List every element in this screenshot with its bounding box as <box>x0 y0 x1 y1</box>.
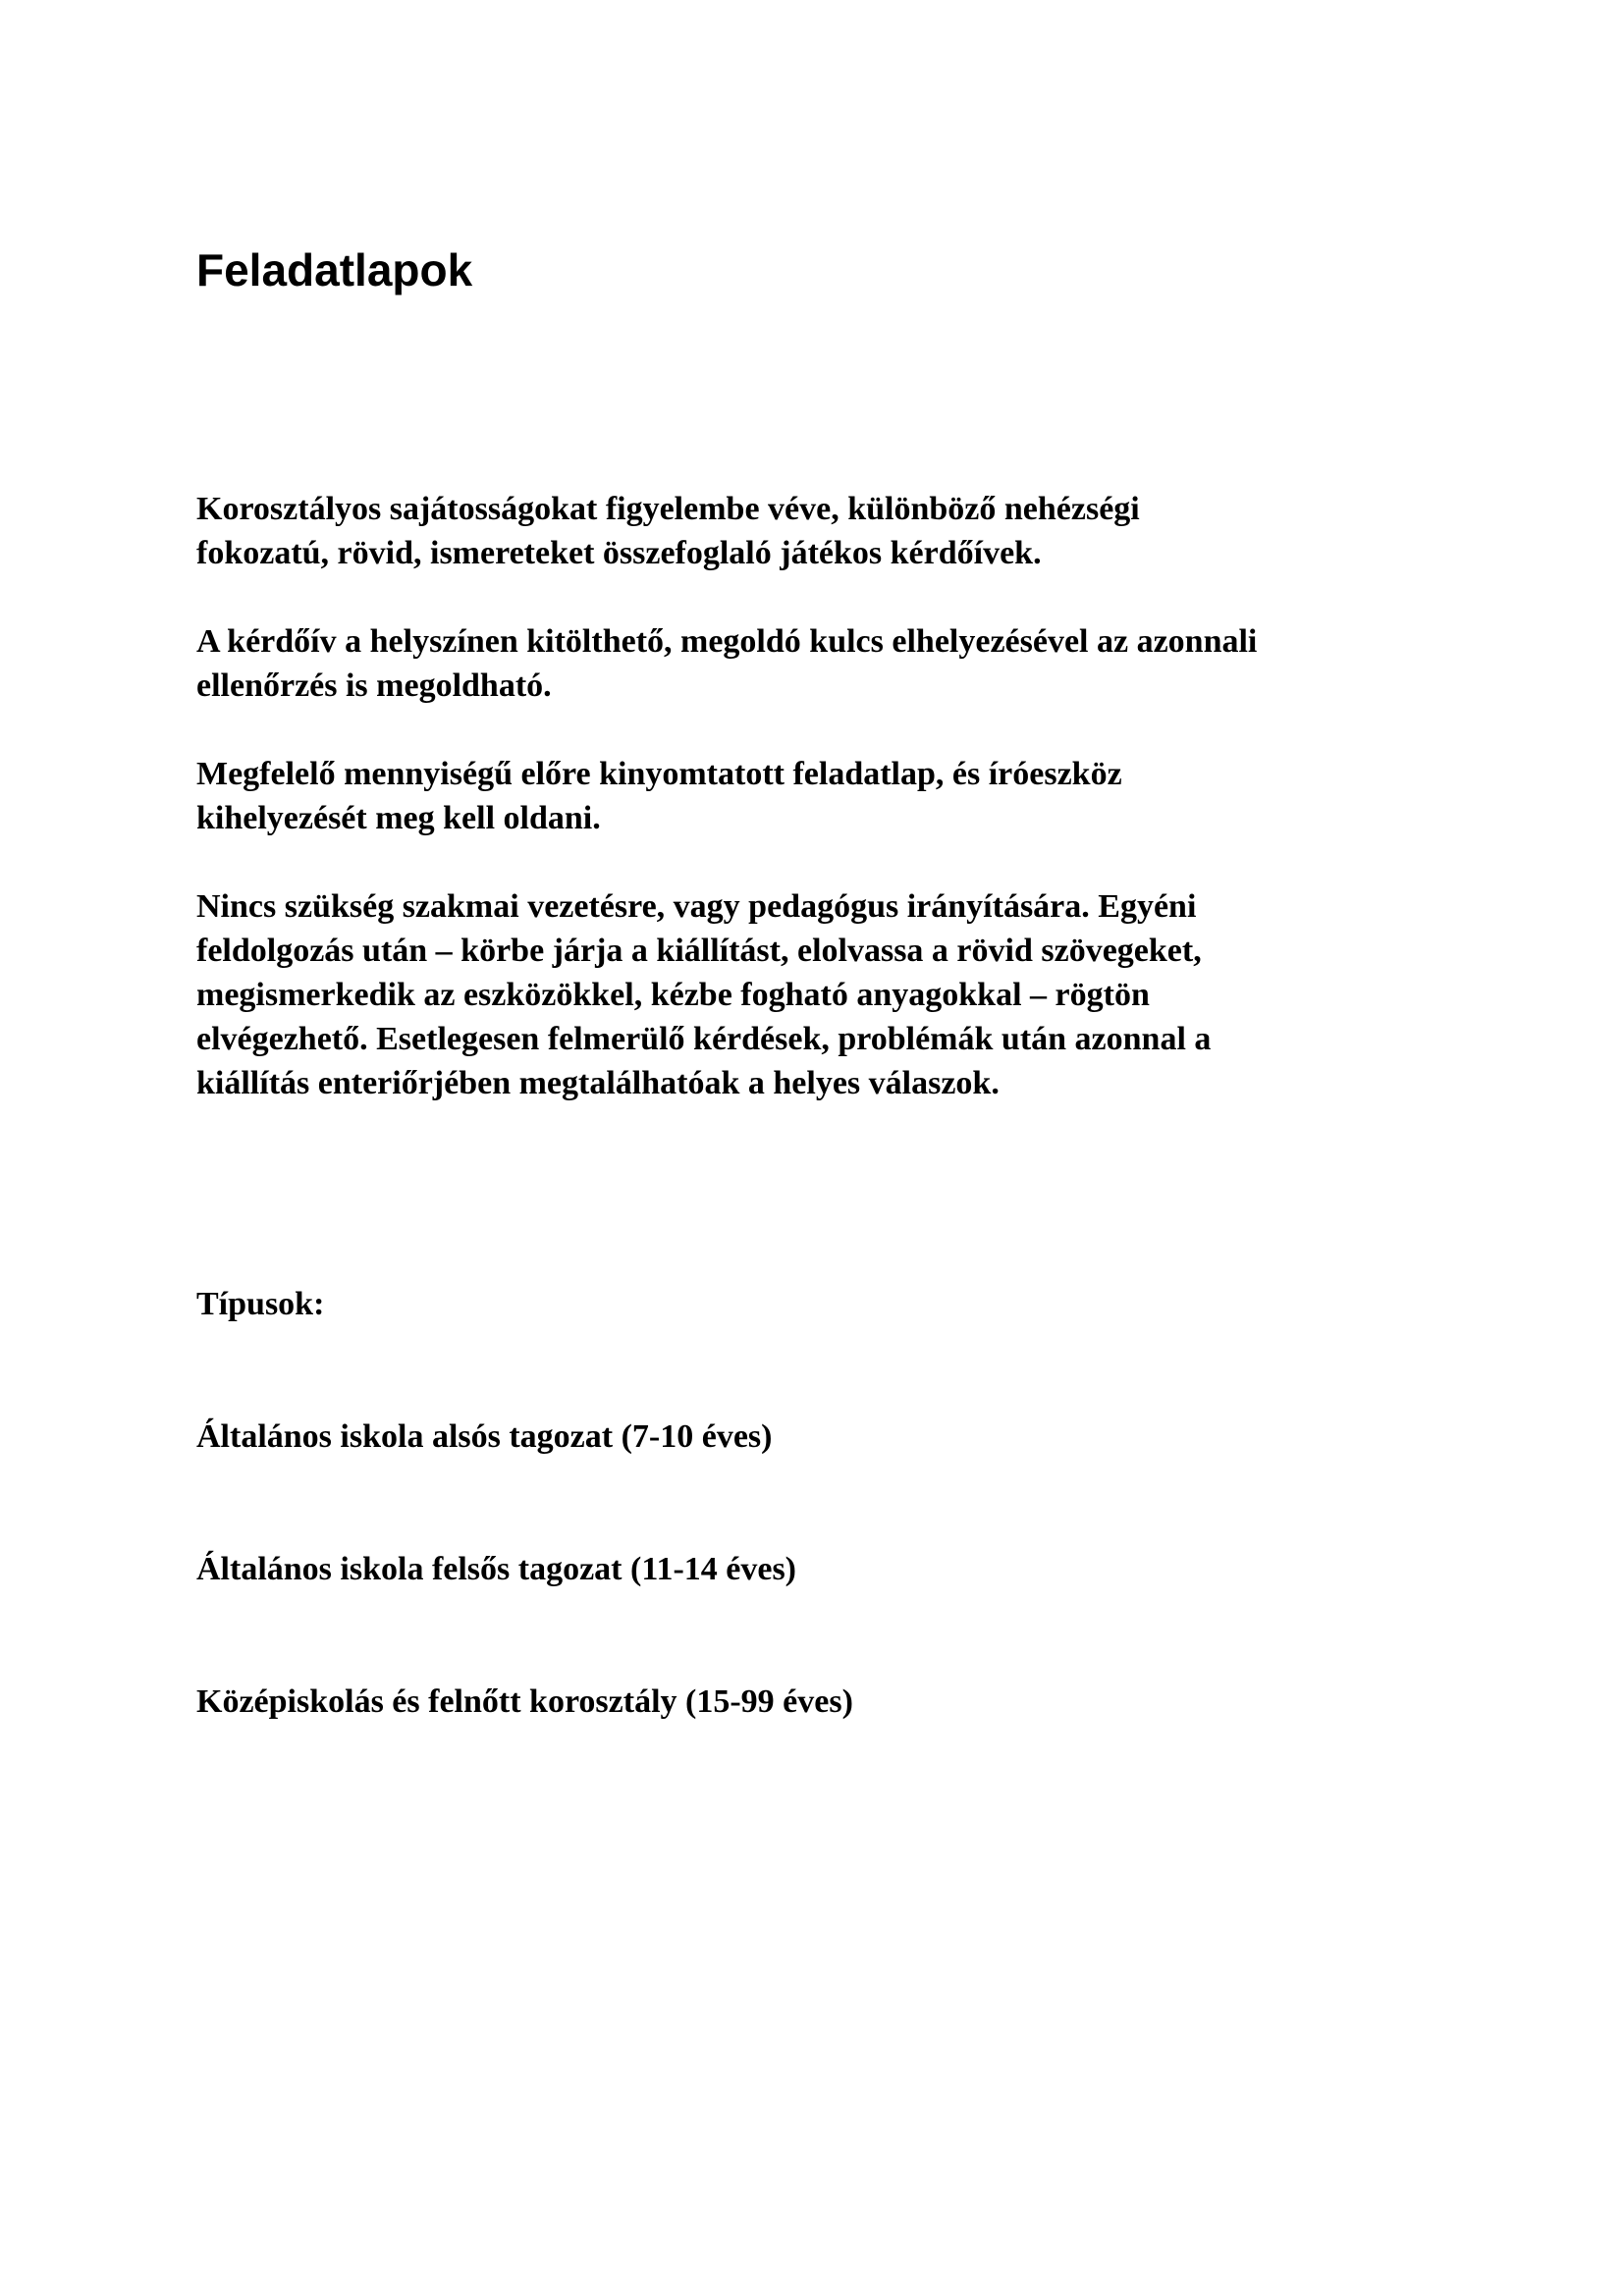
paragraph-line: kihelyezését meg kell oldani. <box>196 800 601 836</box>
paragraph-line: Korosztályos sajátosságokat figyelembe véve, különböző nehézségi <box>196 491 1140 527</box>
type-item-upper-primary: Általános iskola felsős tagozat (11-14 éves) <box>196 1551 797 1587</box>
type-item-secondary-adult: Középiskolás és felnőtt korosztály (15-99 éves) <box>196 1683 853 1720</box>
intro-paragraph-2 <box>196 619 1257 708</box>
paragraph-line: elvégezhető. Esetlegesen felmerülő kérdések, problémák után azonnal a <box>196 1021 1212 1057</box>
paragraph-line: feldolgozás után – körbe járja a kiállítást, elolvassa a rövid szövegeket, <box>196 933 1202 969</box>
paragraph-line: megismerkedik az eszközökkel, kézbe fogható anyagokkal – rögtön <box>196 977 1150 1013</box>
paragraph-line: ellenőrzés is megoldható. <box>196 667 552 704</box>
paragraph-line: A kérdőív a helyszínen kitölthető, megoldó kulcs elhelyezésével az azonnali <box>196 623 1258 660</box>
intro-paragraph-4 <box>196 884 1211 1105</box>
paragraph-line: Nincs szükség szakmai vezetésre, vagy pedagógus irányítására. Egyéni <box>196 888 1197 925</box>
paragraph-line: fokozatú, rövid, ismereteket összefoglaló játékos kérdőívek. <box>196 535 1042 571</box>
page-title: Feladatlapok <box>196 244 473 295</box>
types-heading: Típusok: <box>196 1286 325 1322</box>
paragraph-line: kiállítás enteriőrjében megtalálhatóak a helyes válaszok. <box>196 1065 1000 1101</box>
type-item-lower-primary: Általános iskola alsós tagozat (7-10 éves) <box>196 1418 773 1455</box>
intro-paragraph-1 <box>196 487 1140 575</box>
paragraph-line: Megfelelő mennyiségű előre kinyomtatott feladatlap, és íróeszköz <box>196 756 1122 792</box>
intro-paragraph-3 <box>196 752 1122 840</box>
